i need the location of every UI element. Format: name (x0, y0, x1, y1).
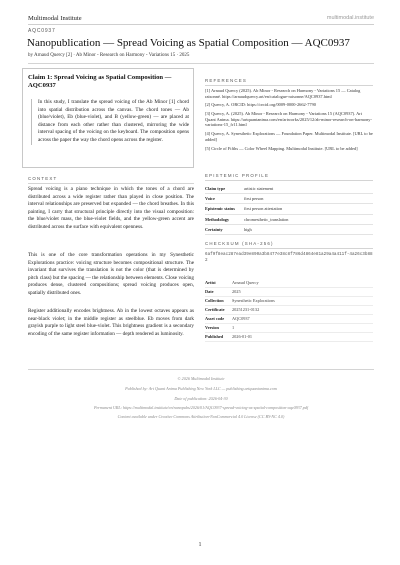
epistemic-value: first person (244, 194, 373, 204)
epistemic-value: high (244, 224, 373, 234)
epistemic-key: Epistemic status (205, 204, 244, 214)
footer-copyright: © 2026 Multimodal Institute (177, 376, 225, 381)
metadata-value: AQC0937 (232, 314, 373, 323)
table-row (205, 279, 373, 287)
title-divider (28, 63, 374, 64)
table-row (205, 194, 373, 204)
metadata-value: Synesthetic Explorations (232, 296, 373, 305)
reference-item[interactable]: [5] Circle of Fifths — Color Wheel Mapping. Multimodal Institute. [URL to be added] (205, 145, 358, 151)
epistemic-key: Claim type (205, 184, 244, 194)
epistemic-divider (205, 180, 373, 181)
claim-box (22, 68, 194, 168)
site-name: Multimodal Institute (28, 15, 82, 22)
epistemic-value: chromesthetic_translation (244, 214, 373, 224)
footer-license: Content available under Creative Commons Attribution-NonCommercial 4.0 License (CC BY-NC 4.0) (117, 414, 285, 419)
table-row (205, 296, 373, 305)
footer-publisher[interactable]: Published by: Art Quant Anima Publishing New York LLC — publishing.artquantanima.com (125, 386, 277, 391)
epistemic-key: Certainty (205, 224, 244, 234)
reference-item[interactable]: [1] Arnaud Quercy (2025). Ab Minor - Research on Harmony - Variations 15 — Catalog raisonné. https://arnaudquercy.art/en/catalogue-raisonne/AQC0937.html (205, 88, 361, 99)
reference-item[interactable]: [4] Quercy, A. Synesthetic Explorations — Foundation Paper. Multimodal Institute. [URL to be added] (205, 131, 373, 142)
claim-title: Claim 1: Spread Voicing as Spatial Composition — AQC0937 (28, 74, 172, 90)
page-number: 1 (198, 542, 202, 548)
table-row (205, 184, 373, 194)
reference-item[interactable]: [3] Quercy, A. (2025). Ab Minor - Research on Harmony - Variations 15 (AQC0937). Art Quant Anima. https://artquantanima.com/en/artworks/2025/12/ab-minor-research-on-harmony-variations-15_fr11.html (205, 111, 372, 128)
table-row (205, 305, 373, 314)
references-heading: REFERENCES (205, 78, 248, 83)
metadata-table (205, 279, 373, 342)
context-paragraph: Spread voicing is a piano technique in which the tones of a chord are distributed across a wide register rather than played in close position. The interval relationships are preserved but expanded — the chord breathes. In this painting, I carry that structural principle directly into the visual composition: the blue/violet mass, the blue-violet fields, and the yellow-green accent are distributed across the surface with equivalent openness. (28, 186, 194, 230)
checksum-divider (205, 248, 373, 249)
context-divider (28, 183, 194, 184)
epistemic-key: Voice (205, 194, 244, 204)
context-paragraph: Register additionally encodes brightness. Ab in the lowest octaves appears as near-black violet; in the middle register as steelblue. Eb moves from dark grayish purple to light steel blue-violet. This brightness gradient is a secondary encoding of the same register information — depth rendered as luminosity. (28, 308, 194, 337)
metadata-value: 2026-01-01 (232, 332, 373, 341)
metadata-key: Certificate (205, 305, 232, 314)
epistemic-value: artistic statement (244, 184, 373, 194)
metadata-key: Date (205, 287, 232, 296)
page-title: Nanopublication — Spread Voicing as Spatial Composition — AQC0937 (27, 37, 350, 49)
checksum-value: 6af9f8eac287ead39e890a3b8477e38c8f786d4864e81a29a4a411f-4a26c3b882 (205, 252, 373, 263)
table-row (205, 214, 373, 224)
metadata-key: Collection (205, 296, 232, 305)
context-heading: CONTEXT (28, 176, 58, 181)
metadata-value: Arnaud Quercy (232, 279, 373, 287)
context-paragraph: This is one of the core transformation operations in my Synesthetic Explorations practice: voicing structure becomes compositional structure. The invariant that survives the translation is not the color (that is determined by pitch class) but the spacing — the relationship between elements. Close voicing produces dense, clustered compositions; spread voicing produces open, spatially distributed ones. (28, 252, 194, 296)
epistemic-key: Methodology (205, 214, 244, 224)
footer-publication-date: Date of publication: 2026-04-30 (174, 396, 228, 401)
metadata-key: Asset code (205, 314, 232, 323)
table-row (205, 224, 373, 234)
references-divider (205, 85, 373, 86)
footer-divider (28, 369, 374, 370)
site-header (28, 15, 374, 27)
byline: by Arnaud Quercy [2] · Ab Minor - Research on Harmony - Variations 15 · 2025 (28, 53, 190, 58)
header-divider (28, 24, 374, 25)
table-row (205, 204, 373, 214)
footer-permanent-url[interactable]: Permanent URL: https://multimodal.institute/en/nanopubs/2026/01/AQC0937-spread-voicing-as-spatial-composition-aqc0937.pdf (93, 405, 309, 410)
checksum-heading: CHECKSUM (SHA-256) (205, 241, 274, 246)
references-list (205, 88, 373, 154)
epistemic-value: first person attestation (244, 204, 373, 214)
claim-quote: In this study, I translate the spread voicing of the Ab Minor [1] chord into spatial distribution across the canvas. The chord tones — Ab (blue/violet), Eb (blue-violet), and B (yellow-green) — are placed at distance from each other rather than clustered, mirroring the wide interval spacing of the voicing on the keyboard. The composition opens across the paper the way the chord opens across the register. (31, 99, 189, 145)
table-row (205, 287, 373, 296)
metadata-value: 1 (232, 323, 373, 332)
epistemic-profile-table (205, 184, 373, 235)
metadata-key: Published (205, 332, 232, 341)
metadata-key: Artist (205, 279, 232, 287)
site-url-link[interactable]: multimodal.institute (326, 15, 374, 21)
metadata-value: 2025 (232, 287, 373, 296)
epistemic-profile-heading: EPISTEMIC PROFILE (205, 173, 270, 178)
table-row (205, 323, 373, 332)
reference-item[interactable]: [2] Quercy, A. ORCID: https://orcid.org/0009-0000-2662-7790 (205, 102, 316, 108)
document-code: AQC0937 (28, 28, 56, 34)
metadata-key: Version (205, 323, 232, 332)
table-row (205, 332, 373, 341)
table-row (205, 314, 373, 323)
metadata-value: 20251231-0132 (232, 305, 373, 314)
